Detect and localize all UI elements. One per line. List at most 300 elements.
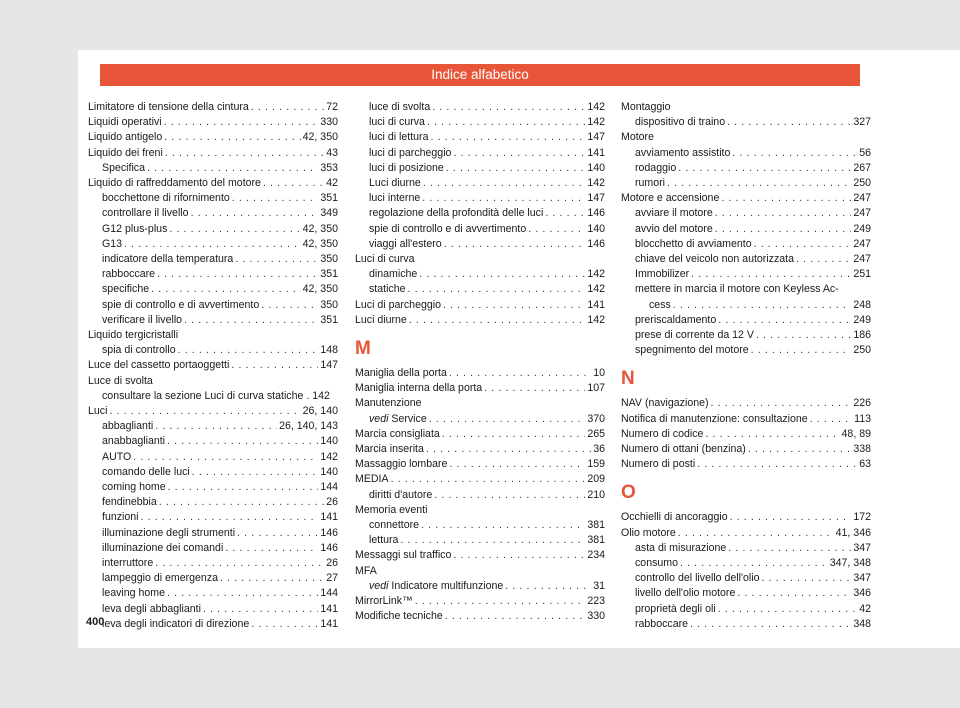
index-entry: [355, 191, 605, 206]
index-entry-label: Modifiche tecniche: [355, 610, 443, 623]
index-entry-page: 63: [859, 458, 871, 471]
leader-dots: [124, 237, 301, 252]
leader-dots: [718, 602, 858, 617]
leader-dots: [169, 222, 300, 237]
index-entry-page: 347: [853, 572, 871, 585]
index-entry-page: 146: [587, 237, 605, 250]
index-entry: [621, 442, 871, 457]
index-entry-page: 142: [587, 268, 605, 281]
index-entry: [88, 480, 338, 495]
index-entry-label: Liquido tergicristalli: [88, 329, 179, 342]
index-entry-page: 265: [587, 427, 605, 440]
leader-dots: [680, 556, 828, 571]
index-entry: [355, 130, 605, 145]
index-entry-label: spia di controllo: [102, 344, 176, 357]
leader-dots: [165, 146, 324, 161]
index-heading: [621, 100, 871, 115]
index-entry-page: 223: [587, 595, 605, 608]
index-entry: [88, 450, 338, 465]
index-entry-page: 346: [853, 587, 871, 600]
index-entry-label: Montaggio: [621, 101, 671, 113]
leader-dots: [528, 222, 585, 237]
index-entry-page: 142: [587, 101, 605, 113]
index-entry-label: avviamento assistito: [635, 146, 731, 159]
leader-dots: [400, 533, 585, 548]
leader-dots: [810, 412, 852, 427]
index-entry-page: 26: [326, 557, 338, 570]
index-entry-label: mettere in marcia il motore con Keyless Ac-: [635, 283, 839, 296]
index-entry-label: leva degli abbaglianti: [102, 602, 201, 615]
index-entry: [88, 556, 338, 571]
index-entry: [621, 526, 871, 541]
index-entry: [88, 130, 338, 145]
leader-dots: [705, 427, 839, 442]
index-entry: [88, 115, 338, 130]
leader-dots: [391, 472, 586, 487]
index-entry-label: NAV (navigazione): [621, 397, 709, 410]
index-entry-label: chiave del veicolo non autorizzata: [635, 253, 795, 265]
index-entry-page: 27: [326, 572, 338, 585]
index-entry-label: controllare il livello: [102, 207, 189, 220]
index-entry: [621, 222, 871, 237]
leader-dots: [263, 176, 324, 191]
index-column-2: [355, 100, 605, 624]
index-entry-label: rodaggio: [635, 161, 677, 174]
index-entry-label: MirrorLink™: [355, 595, 413, 608]
index-entry-page: 144: [320, 587, 338, 600]
index-entry-label: Massaggio lombare: [355, 458, 448, 471]
leader-dots: [796, 252, 851, 267]
index-entry-page: 140: [587, 222, 605, 235]
index-entry: [621, 206, 871, 221]
index-entry-label: leaving home: [102, 587, 166, 600]
index-entry: [88, 267, 338, 282]
index-entry-page: 351: [320, 268, 338, 281]
index-entry-page: 353: [320, 161, 338, 174]
index-entry: [355, 161, 605, 176]
leader-dots: [231, 358, 318, 373]
index-entry-page: 147: [587, 131, 605, 144]
leader-dots: [164, 115, 319, 130]
index-entry-label: luce di svolta: [369, 101, 431, 113]
index-heading: [88, 374, 338, 389]
index-entry-label: rabboccare: [102, 268, 155, 281]
index-entry: [621, 586, 871, 601]
index-entry-page: 107: [587, 382, 605, 395]
index-entry-label: funzioni: [102, 511, 139, 524]
index-entry: [355, 442, 605, 457]
index-entry: [621, 298, 871, 313]
leader-dots: [235, 252, 318, 267]
index-entry: [88, 541, 338, 556]
index-entry-label: abbaglianti: [102, 420, 154, 433]
leader-dots: [442, 427, 586, 442]
leader-dots: [133, 450, 318, 465]
index-entry: [355, 282, 605, 297]
index-entry-label: Numero di codice: [621, 427, 704, 440]
leader-dots: [443, 298, 585, 313]
leader-dots: [484, 381, 585, 396]
index-entry-label: avviare il motore: [635, 207, 713, 220]
index-entry-page: 141: [587, 146, 605, 159]
leader-dots: [430, 130, 585, 145]
index-entry-page: 247: [853, 237, 871, 250]
index-entry-label: Limitatore di tensione della cintura: [88, 101, 249, 113]
index-entry: [88, 343, 338, 358]
index-entry-page: 347, 348: [829, 557, 871, 570]
index-entry-label: Maniglia interna della porta: [355, 382, 483, 395]
index-entry-label: Liquido di raffreddamento del motore: [88, 177, 261, 190]
leader-dots: [721, 191, 851, 206]
index-entry-page: 159: [587, 458, 605, 471]
index-entry-page: 141: [320, 602, 338, 615]
index-entry-page: 41, 346: [835, 526, 871, 539]
leader-dots: [732, 146, 857, 161]
index-entry: [355, 267, 605, 282]
leader-dots: [191, 206, 319, 221]
index-entry: [621, 267, 871, 282]
index-entry-label: bocchettone di rifornimento: [102, 192, 230, 205]
index-entry-page: 56: [859, 146, 871, 159]
index-entry-label: connettore: [369, 519, 420, 532]
index-entry: [355, 366, 605, 381]
leader-dots: [151, 282, 301, 297]
index-entry: [88, 404, 338, 419]
index-entry-page: 146: [587, 207, 605, 220]
index-entry: [621, 396, 871, 411]
index-entry-label: spegnimento del motore: [635, 344, 749, 357]
index-entry-label: Olio motore: [621, 526, 676, 539]
index-entry: [355, 609, 605, 624]
index-entry-page: 144: [320, 481, 338, 494]
leader-dots: [667, 176, 851, 191]
index-entry: [88, 510, 338, 525]
index-entry-label: Liquido dei freni: [88, 146, 163, 159]
index-section-letter: O: [621, 482, 636, 504]
index-entry-page: 247: [853, 207, 871, 220]
index-entry-page: 141: [320, 617, 338, 630]
index-entry-page: 72: [326, 101, 338, 113]
leader-dots: [754, 237, 852, 252]
index-entry-label: specifiche: [102, 283, 150, 296]
index-entry-label: Luci di parcheggio: [355, 298, 441, 311]
index-entry-label: illuminazione dei comandi: [102, 541, 224, 554]
index-section-letter: M: [355, 338, 371, 360]
index-entry: [88, 465, 338, 480]
index-entry-label: luci di parcheggio: [369, 146, 452, 159]
leader-dots: [691, 267, 851, 282]
index-entry-page: 142: [587, 116, 605, 129]
index-heading: [88, 328, 338, 343]
index-entry-label: luci di posizione: [369, 161, 444, 174]
index-entry-label: G13: [102, 237, 123, 250]
leader-dots: [446, 161, 586, 176]
index-entry: [355, 472, 605, 487]
index-entry-page: 48, 89: [841, 427, 871, 440]
index-entry-page: 347: [853, 541, 871, 554]
index-entry-page: 349: [320, 207, 338, 220]
index-entry: [621, 146, 871, 161]
index-entry-label: rabboccare: [635, 617, 688, 630]
index-entry-label: MEDIA: [355, 473, 389, 486]
leader-dots: [432, 100, 585, 115]
index-entry: [621, 510, 871, 525]
index-entry: [621, 571, 871, 586]
leader-dots: [155, 556, 324, 571]
index-entry-page: 26, 140, 143: [279, 420, 338, 433]
index-entry: [621, 427, 871, 442]
leader-dots: [415, 594, 586, 609]
leader-dots: [155, 419, 277, 434]
index-entry: [355, 298, 605, 313]
index-entry: [621, 176, 871, 191]
index-entry-page: 140: [320, 465, 338, 478]
index-entry-label: Numero di posti: [621, 458, 696, 471]
leader-dots: [697, 457, 857, 472]
index-entry-label: Numero di ottani (benzina): [621, 443, 746, 456]
index-entry-label: G12 plus-plus: [102, 222, 168, 235]
leader-dots: [203, 602, 318, 617]
index-entry-page: 249: [853, 222, 871, 235]
index-entry: [621, 115, 871, 130]
index-entry: [88, 161, 338, 176]
leader-dots: [751, 343, 852, 358]
index-entry: [88, 602, 338, 617]
index-entry-label: statiche: [369, 283, 406, 296]
index-entry-page: 338: [853, 443, 871, 456]
index-heading: [621, 282, 871, 297]
leader-dots: [756, 328, 851, 343]
leader-dots: [408, 282, 586, 297]
index-entry-page: 210: [587, 488, 605, 501]
index-entry-label: vedi Indicatore multifunzione: [369, 579, 504, 592]
index-entry-label: Maniglia della porta: [355, 367, 447, 380]
index-entry-page: 42, 350: [302, 283, 338, 296]
index-entry-label: viaggi all'estero: [369, 237, 442, 250]
index-entry-page: 26: [326, 496, 338, 509]
index-entry: [88, 586, 338, 601]
leader-dots: [434, 488, 585, 503]
index-entry-label: leva degli indicatori di direzione: [102, 617, 250, 630]
index-entry: [355, 222, 605, 237]
leader-dots: [449, 457, 585, 472]
leader-dots: [453, 548, 585, 563]
index-entry-label: luci di lettura: [369, 131, 429, 144]
index-entry-label: luci di curva: [369, 116, 425, 129]
index-entry: [621, 161, 871, 176]
index-entry-label: Motore: [621, 131, 654, 144]
index-entry: [621, 457, 871, 472]
index-entry-page: 327: [853, 116, 871, 129]
leader-dots: [225, 541, 318, 556]
index-entry-label: Messaggi sul traffico: [355, 549, 452, 562]
index-entry-page: 250: [853, 176, 871, 189]
index-entry: [88, 617, 338, 632]
index-entry-page: 26, 140: [302, 405, 338, 418]
leader-dots: [157, 267, 318, 282]
leader-dots: [168, 480, 319, 495]
index-entry-label: fendinebbia: [102, 496, 157, 509]
index-entry-page: 330: [587, 610, 605, 623]
index-entry-page: 113: [854, 412, 871, 425]
index-heading: [355, 396, 605, 411]
index-entry-page: 249: [853, 313, 871, 326]
index-entry-page: 146: [320, 541, 338, 554]
index-entry: [88, 419, 338, 434]
index-entry: [621, 412, 871, 427]
index-entry-page: 42, 350: [302, 237, 338, 250]
index-entry: [621, 328, 871, 343]
index-entry-page: 248: [853, 298, 871, 311]
index-entry-label: Occhielli di ancoraggio: [621, 511, 728, 524]
leader-dots: [426, 442, 591, 457]
index-entry-label: cess: [649, 298, 671, 311]
leader-dots: [251, 617, 318, 632]
index-entry-page: 148: [320, 344, 338, 357]
index-entry-page: 142: [587, 177, 605, 190]
index-entry-page: 172: [853, 511, 871, 524]
index-entry-page: 186: [853, 329, 871, 341]
leader-dots: [715, 222, 852, 237]
leader-dots: [678, 526, 834, 541]
index-entry-page: 146: [320, 526, 338, 539]
leader-dots: [444, 237, 586, 252]
index-entry-label: asta di misurazione: [635, 541, 727, 554]
index-entry-label: spie di controllo e di avvertimento: [369, 222, 527, 235]
index-entry-page: 234: [587, 549, 605, 562]
index-entry-label: Marcia consigliata: [355, 427, 440, 440]
leader-dots: [727, 115, 851, 130]
index-entry: [88, 526, 338, 541]
index-entry-page: 42: [859, 602, 871, 615]
index-entry-page: 140: [320, 435, 338, 448]
leader-dots: [192, 465, 319, 480]
index-heading: [355, 564, 605, 579]
leader-dots: [737, 586, 851, 601]
leader-dots: [762, 571, 852, 586]
index-column-1: [88, 100, 338, 632]
index-entry-page: 267: [853, 161, 871, 174]
index-entry-page: 142: [587, 313, 605, 326]
index-entry: [621, 313, 871, 328]
index-entry-label: lampeggio di emergenza: [102, 572, 219, 585]
index-entry-page: 10: [593, 367, 605, 380]
index-entry: [88, 313, 338, 328]
page-number: 400: [86, 616, 105, 628]
index-entry-page: 142: [587, 283, 605, 296]
index-entry: [355, 115, 605, 130]
leader-dots: [429, 412, 586, 427]
index-entry-label: Marcia inserita: [355, 443, 424, 456]
leader-dots: [184, 313, 318, 328]
leader-dots: [678, 161, 851, 176]
index-entry-label: regolazione della profondità delle luci: [369, 207, 544, 220]
leader-dots: [159, 495, 324, 510]
index-entry: [355, 594, 605, 609]
index-entry-label: indicatore della temperatura: [102, 253, 234, 266]
index-entry-page: 141: [320, 511, 338, 524]
leader-dots: [728, 541, 851, 556]
index-entry: [355, 381, 605, 396]
index-entry: [621, 237, 871, 252]
index-entry: [621, 541, 871, 556]
index-entry-page: 140: [587, 161, 605, 174]
leader-dots: [748, 442, 851, 457]
index-entry-label: Luce del cassetto portaoggetti: [88, 359, 230, 372]
index-entry-label: Immobilizer: [635, 268, 690, 281]
index-entry-label: Luci di curva: [355, 253, 415, 266]
leader-dots: [715, 206, 852, 221]
index-entry-label: dinamiche: [369, 268, 418, 281]
index-entry-label: Luce di svolta: [88, 374, 153, 387]
index-entry-page: 251: [853, 268, 871, 281]
index-entry: [621, 343, 871, 358]
index-heading: [621, 130, 871, 145]
leader-dots: [718, 313, 851, 328]
leader-dots: [409, 313, 585, 328]
leader-dots: [453, 146, 585, 161]
index-entry-label: consumo: [635, 557, 678, 570]
index-entry: [355, 427, 605, 442]
page-header-title: Indice alfabetico: [100, 64, 860, 86]
index-entry: [88, 191, 338, 206]
index-entry-label: AUTO: [102, 450, 132, 463]
index-entry-page: 330: [320, 116, 338, 129]
index-entry-label: lettura: [369, 534, 399, 547]
index-entry-label: blocchetto di avviamento: [635, 237, 752, 250]
index-entry-label: Notifica di manutenzione: consultazione: [621, 412, 808, 425]
index-entry: [355, 100, 605, 115]
index-entry: [355, 548, 605, 563]
index-entry-page: 147: [320, 359, 338, 372]
index-entry: [355, 237, 605, 252]
index-entry-page: 247: [853, 253, 871, 265]
index-entry: [88, 571, 338, 586]
leader-dots: [141, 510, 319, 525]
index-entry-page: 247: [853, 192, 871, 205]
index-heading: [355, 252, 605, 267]
index-entry: [621, 556, 871, 571]
index-entry-label: interruttore: [102, 557, 154, 570]
leader-dots: [167, 434, 318, 449]
leader-dots: [109, 404, 300, 419]
index-entry-label: prese di corrente da 12 V: [635, 329, 754, 341]
index-entry-page: 350: [320, 298, 338, 311]
index-entry-label: MFA: [355, 564, 377, 577]
leader-dots: [422, 191, 585, 206]
index-entry-page: 31: [593, 579, 605, 592]
index-entry-label: Manutenzione: [355, 397, 422, 410]
leader-dots: [423, 176, 585, 191]
index-entry-label: anabbaglianti: [102, 435, 166, 448]
index-entry: [88, 434, 338, 449]
index-entry: [621, 191, 871, 206]
index-entry-label: comando delle luci: [102, 465, 190, 478]
index-entry: [355, 533, 605, 548]
index-entry: [88, 222, 338, 237]
index-entry-label: livello dell'olio motore: [635, 587, 736, 600]
index-entry-label: vedi Service: [369, 412, 427, 425]
index-entry-page: 250: [853, 344, 871, 357]
index-entry: [621, 617, 871, 632]
index-entry-label: Specifica: [102, 161, 145, 174]
index-entry: [88, 495, 338, 510]
index-entry-page: 381: [587, 534, 605, 547]
index-entry: [621, 602, 871, 617]
leader-dots: [419, 267, 585, 282]
index-entry-page: 42: [326, 177, 338, 190]
index-entry-page: 43: [326, 146, 338, 159]
